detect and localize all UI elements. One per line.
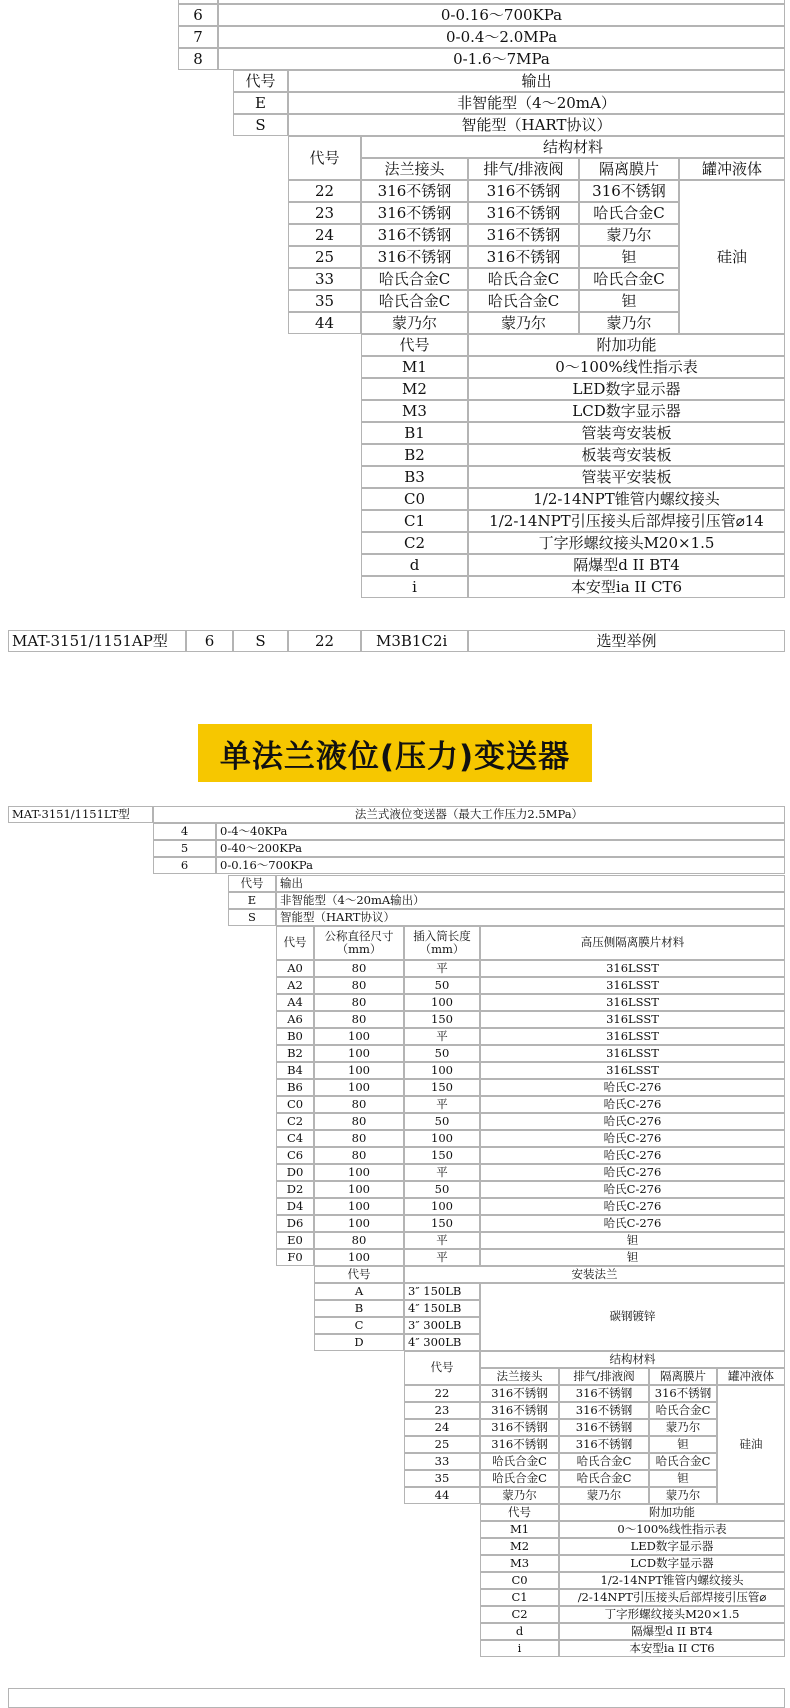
lt-diaphragm-len: 150 [404, 1215, 480, 1232]
material-valve: 哈氏合金C [468, 290, 579, 312]
material-code: 33 [288, 268, 361, 290]
lt-addon-code: i [480, 1640, 559, 1657]
lt-diaphragm-code: B2 [276, 1045, 314, 1062]
lt-material-valve: 316不锈钢 [559, 1436, 649, 1453]
lt-material-code-header: 代号 [404, 1351, 480, 1385]
lt-material-code: 22 [404, 1385, 480, 1402]
material-flange: 哈氏合金C [361, 268, 468, 290]
lt-output-desc: 智能型（HART协议） [276, 909, 785, 926]
lt-diaphragm-mat: 钽 [480, 1232, 785, 1249]
addon-desc: 板装弯安装板 [468, 444, 785, 466]
material-code: 25 [288, 246, 361, 268]
fill-liquid-cell: 硅油 [679, 180, 785, 334]
addon-code: C0 [361, 488, 468, 510]
lt-addon-code: M2 [480, 1538, 559, 1555]
lt-addon-desc: /2-14NPT引压接头后部焊接引压管⌀ [559, 1589, 785, 1606]
cut-row-bottom [8, 1688, 785, 1708]
material-code: 44 [288, 312, 361, 334]
lt-addon-desc: 1/2-14NPT锥管内螺纹接头 [559, 1572, 785, 1589]
lt-material-diaphragm: 哈氏合金C [649, 1453, 717, 1470]
lt-col-len-label: 插入筒长度 [413, 928, 471, 943]
lt-material-code: 24 [404, 1419, 480, 1436]
lt-flange-code: B [314, 1300, 404, 1317]
lt-flange-spec: 4″ 300LB [404, 1334, 480, 1351]
material-col-fill: 罐冲液体 [679, 158, 785, 180]
example-label: 选型举例 [468, 630, 785, 652]
material-valve: 316不锈钢 [468, 246, 579, 268]
material-col-flange: 法兰接头 [361, 158, 468, 180]
material-diaphragm: 哈氏合金C [579, 202, 679, 224]
lt-diaphragm-mat: 哈氏C-276 [480, 1130, 785, 1147]
lt-diaphragm-len: 平 [404, 1232, 480, 1249]
lt-material-valve: 316不锈钢 [559, 1419, 649, 1436]
material-code: 24 [288, 224, 361, 246]
addon-code-header: 代号 [361, 334, 468, 356]
material-diaphragm: 钽 [579, 290, 679, 312]
lt-diaphragm-dn: 80 [314, 1011, 404, 1028]
output-code: E [233, 92, 288, 114]
lt-material-code: 35 [404, 1470, 480, 1487]
lt-diaphragm-mat: 316LSST [480, 1062, 785, 1079]
lt-diaphragm-code: F0 [276, 1249, 314, 1266]
example-material: 22 [288, 630, 361, 652]
material-flange: 316不锈钢 [361, 180, 468, 202]
material-code-header: 代号 [288, 136, 361, 180]
material-diaphragm: 哈氏合金C [579, 268, 679, 290]
lt-material-valve: 蒙乃尔 [559, 1487, 649, 1504]
addon-desc: LCD数字显示器 [468, 400, 785, 422]
output-code-header: 代号 [233, 70, 288, 92]
lt-diaphragm-len: 150 [404, 1079, 480, 1096]
lt-diaphragm-code: C2 [276, 1113, 314, 1130]
material-flange: 哈氏合金C [361, 290, 468, 312]
lt-diaphragm-mat: 哈氏C-276 [480, 1164, 785, 1181]
lt-addon-code: C0 [480, 1572, 559, 1589]
lt-diaphragm-code: C4 [276, 1130, 314, 1147]
lt-diaphragm-code: B4 [276, 1062, 314, 1079]
material-diaphragm: 蒙乃尔 [579, 312, 679, 334]
addon-code: M2 [361, 378, 468, 400]
lt-diaphragm-mat: 哈氏C-276 [480, 1215, 785, 1232]
range-value: 0-1.6～7MPa [218, 48, 785, 70]
lt-material-code: 44 [404, 1487, 480, 1504]
output-desc: 智能型（HART协议） [288, 114, 785, 136]
lt-diaphragm-dn: 100 [314, 1045, 404, 1062]
addon-code: C1 [361, 510, 468, 532]
lt-range-code: 5 [153, 840, 216, 857]
lt-diaphragm-code: D4 [276, 1198, 314, 1215]
output-title: 输出 [288, 70, 785, 92]
lt-diaphragm-code: D2 [276, 1181, 314, 1198]
lt-material-diaphragm: 蒙乃尔 [649, 1487, 717, 1504]
lt-diaphragm-len: 平 [404, 1096, 480, 1113]
lt-material-flange: 哈氏合金C [480, 1470, 559, 1487]
addon-code: B3 [361, 466, 468, 488]
lt-diaphragm-mat: 316LSST [480, 960, 785, 977]
lt-diaphragm-mat: 哈氏C-276 [480, 1181, 785, 1198]
lt-diaphragm-mat: 316LSST [480, 1045, 785, 1062]
lt-addon-desc: 0～100%线性指示表 [559, 1521, 785, 1538]
lt-diaphragm-dn: 100 [314, 1198, 404, 1215]
output-code: S [233, 114, 288, 136]
lt-flange-code: A [314, 1283, 404, 1300]
example-model: MAT-3151/1151AP型 [8, 630, 186, 652]
material-col-valve: 排气/排液阀 [468, 158, 579, 180]
lt-material-diaphragm: 钽 [649, 1436, 717, 1453]
lt-col-dn-unit: （mm） [336, 942, 382, 956]
lt-flange-spec: 3″ 300LB [404, 1317, 480, 1334]
example-options: M3B1C2i [361, 630, 468, 652]
lt-addon-desc: LCD数字显示器 [559, 1555, 785, 1572]
lt-material-valve: 316不锈钢 [559, 1402, 649, 1419]
lt-fill-liquid-cell: 硅油 [717, 1385, 785, 1504]
lt-diaphragm-dn: 100 [314, 1028, 404, 1045]
material-diaphragm: 蒙乃尔 [579, 224, 679, 246]
lt-diaphragm-len: 50 [404, 977, 480, 994]
range-code: 7 [178, 26, 218, 48]
addon-title: 附加功能 [468, 334, 785, 356]
material-code: 35 [288, 290, 361, 312]
lt-output-desc: 非智能型（4～20mA输出） [276, 892, 785, 909]
lt-material-diaphragm: 哈氏合金C [649, 1402, 717, 1419]
lt-diaphragm-code: B6 [276, 1079, 314, 1096]
lt-range-code: 4 [153, 823, 216, 840]
lt-material-valve: 哈氏合金C [559, 1470, 649, 1487]
lt-material-flange: 蒙乃尔 [480, 1487, 559, 1504]
lt-diaphragm-mat: 316LSST [480, 994, 785, 1011]
addon-desc: 0～100%线性指示表 [468, 356, 785, 378]
material-valve: 316不锈钢 [468, 202, 579, 224]
lt-addon-code-header: 代号 [480, 1504, 559, 1521]
addon-desc: 1/2-14NPT引压接头后部焊接引压管⌀14 [468, 510, 785, 532]
lt-diaphragm-len: 50 [404, 1113, 480, 1130]
lt-addon-code: C1 [480, 1589, 559, 1606]
lt-diaphragm-len: 100 [404, 1130, 480, 1147]
lt-diaphragm-len: 150 [404, 1011, 480, 1028]
addon-desc: 丁字形螺纹接头M20×1.5 [468, 532, 785, 554]
lt-flange-spec: 4″ 150LB [404, 1300, 480, 1317]
lt-addon-code: C2 [480, 1606, 559, 1623]
lt-diaphragm-len: 平 [404, 1164, 480, 1181]
material-flange: 316不锈钢 [361, 224, 468, 246]
lt-material-diaphragm: 蒙乃尔 [649, 1419, 717, 1436]
lt-diaphragm-dn: 80 [314, 960, 404, 977]
addon-desc: LED数字显示器 [468, 378, 785, 400]
lt-material-diaphragm: 钽 [649, 1470, 717, 1487]
lt-output-code: E [228, 892, 276, 909]
lt-diaphragm-code-header: 代号 [276, 926, 314, 960]
lt-flange-code: D [314, 1334, 404, 1351]
lt-diaphragm-dn: 80 [314, 1096, 404, 1113]
range-code: 8 [178, 48, 218, 70]
lt-flange-material: 碳钢镀锌 [480, 1283, 785, 1351]
addon-desc: 管装平安装板 [468, 466, 785, 488]
lt-material-flange: 316不锈钢 [480, 1419, 559, 1436]
addon-desc: 管装弯安装板 [468, 422, 785, 444]
lt-col-dn [314, 926, 404, 960]
lt-flange-title: 安装法兰 [404, 1266, 785, 1283]
addon-code: M1 [361, 356, 468, 378]
lt-material-flange: 316不锈钢 [480, 1402, 559, 1419]
section-title-banner: 单法兰液位(压力)变送器 [198, 724, 592, 782]
lt-diaphragm-mat: 316LSST [480, 1028, 785, 1045]
addon-code: i [361, 576, 468, 598]
addon-desc: 隔爆型d II BT4 [468, 554, 785, 576]
range-code: 6 [178, 4, 218, 26]
lt-diaphragm-dn: 80 [314, 1232, 404, 1249]
material-diaphragm: 316不锈钢 [579, 180, 679, 202]
lt-diaphragm-mat: 哈氏C-276 [480, 1079, 785, 1096]
lt-diaphragm-len: 50 [404, 1045, 480, 1062]
lt-diaphragm-code: D6 [276, 1215, 314, 1232]
lt-diaphragm-code: A0 [276, 960, 314, 977]
lt-range-value: 0-4～40KPa [216, 823, 785, 840]
material-valve: 哈氏合金C [468, 268, 579, 290]
addon-code: C2 [361, 532, 468, 554]
material-valve: 蒙乃尔 [468, 312, 579, 334]
lt-diaphragm-dn: 100 [314, 1215, 404, 1232]
lt-diaphragm-dn: 100 [314, 1062, 404, 1079]
lt-diaphragm-dn: 100 [314, 1249, 404, 1266]
lt-col-len [404, 926, 480, 960]
lt-diaphragm-code: C6 [276, 1147, 314, 1164]
example-range: 6 [186, 630, 233, 652]
material-flange: 316不锈钢 [361, 246, 468, 268]
lt-diaphragm-code: E0 [276, 1232, 314, 1249]
material-col-diaphragm: 隔离膜片 [579, 158, 679, 180]
lt-diaphragm-dn: 80 [314, 1113, 404, 1130]
lt-material-flange: 316不锈钢 [480, 1385, 559, 1402]
lt-diaphragm-mat: 哈氏C-276 [480, 1147, 785, 1164]
lt-diaphragm-len: 50 [404, 1181, 480, 1198]
lt-material-flange: 316不锈钢 [480, 1436, 559, 1453]
example-output: S [233, 630, 288, 652]
lt-model: MAT-3151/1151LT型 [8, 806, 153, 823]
lt-diaphragm-len: 平 [404, 1028, 480, 1045]
lt-material-col-valve: 排气/排液阀 [559, 1368, 649, 1385]
output-desc: 非智能型（4～20mA） [288, 92, 785, 114]
lt-col-dn-label: 公称直径尺寸 [324, 928, 394, 943]
lt-diaphragm-dn: 80 [314, 994, 404, 1011]
lt-output-code-header: 代号 [228, 875, 276, 892]
lt-flange-code: C [314, 1317, 404, 1334]
lt-diaphragm-code: B0 [276, 1028, 314, 1045]
addon-desc: 本安型ia II CT6 [468, 576, 785, 598]
lt-addon-code: d [480, 1623, 559, 1640]
lt-addon-desc: 丁字形螺纹接头M20×1.5 [559, 1606, 785, 1623]
lt-diaphragm-code: C0 [276, 1096, 314, 1113]
lt-addon-code: M3 [480, 1555, 559, 1572]
lt-diaphragm-mat: 哈氏C-276 [480, 1096, 785, 1113]
lt-material-valve: 316不锈钢 [559, 1385, 649, 1402]
lt-diaphragm-dn: 80 [314, 1147, 404, 1164]
lt-diaphragm-dn: 100 [314, 1181, 404, 1198]
lt-material-code: 33 [404, 1453, 480, 1470]
lt-diaphragm-len: 平 [404, 960, 480, 977]
material-valve: 316不锈钢 [468, 180, 579, 202]
lt-diaphragm-mat: 哈氏C-276 [480, 1113, 785, 1130]
lt-diaphragm-len: 100 [404, 994, 480, 1011]
lt-diaphragm-mat: 316LSST [480, 977, 785, 994]
lt-addon-desc: LED数字显示器 [559, 1538, 785, 1555]
lt-output-code: S [228, 909, 276, 926]
lt-diaphragm-code: D0 [276, 1164, 314, 1181]
range-value: 0-0.16～700KPa [218, 4, 785, 26]
lt-material-code: 25 [404, 1436, 480, 1453]
lt-range-value: 0-40～200KPa [216, 840, 785, 857]
addon-code: B1 [361, 422, 468, 444]
lt-diaphragm-code: A2 [276, 977, 314, 994]
lt-diaphragm-dn: 80 [314, 977, 404, 994]
addon-code: B2 [361, 444, 468, 466]
lt-material-diaphragm: 316不锈钢 [649, 1385, 717, 1402]
lt-diaphragm-len: 100 [404, 1062, 480, 1079]
lt-addon-desc: 本安型ia II CT6 [559, 1640, 785, 1657]
lt-diaphragm-len: 平 [404, 1249, 480, 1266]
lt-diaphragm-mat: 钽 [480, 1249, 785, 1266]
lt-diaphragm-dn: 100 [314, 1164, 404, 1181]
lt-diaphragm-mat: 哈氏C-276 [480, 1198, 785, 1215]
lt-diaphragm-dn: 80 [314, 1130, 404, 1147]
lt-col-mat: 高压侧隔离膜片材料 [480, 926, 785, 960]
material-code: 23 [288, 202, 361, 224]
lt-diaphragm-len: 150 [404, 1147, 480, 1164]
lt-material-code: 23 [404, 1402, 480, 1419]
material-flange: 316不锈钢 [361, 202, 468, 224]
lt-material-col-fill: 罐冲液体 [717, 1368, 785, 1385]
material-valve: 316不锈钢 [468, 224, 579, 246]
lt-flange-spec: 3″ 150LB [404, 1283, 480, 1300]
lt-diaphragm-dn: 100 [314, 1079, 404, 1096]
range-value: 0-0.4～2.0MPa [218, 26, 785, 48]
lt-diaphragm-code: A4 [276, 994, 314, 1011]
lt-diaphragm-len: 100 [404, 1198, 480, 1215]
lt-output-title: 输出 [276, 875, 785, 892]
material-flange: 蒙乃尔 [361, 312, 468, 334]
material-code: 22 [288, 180, 361, 202]
lt-flange-code-header: 代号 [314, 1266, 404, 1283]
lt-material-title: 结构材料 [480, 1351, 785, 1368]
lt-addon-desc: 隔爆型d II BT4 [559, 1623, 785, 1640]
lt-diaphragm-code: A6 [276, 1011, 314, 1028]
lt-range-code: 6 [153, 857, 216, 874]
addon-desc: 1/2-14NPT锥管内螺纹接头 [468, 488, 785, 510]
lt-material-valve: 哈氏合金C [559, 1453, 649, 1470]
lt-addon-title: 附加功能 [559, 1504, 785, 1521]
lt-title: 法兰式液位变送器（最大工作压力2.5MPa） [153, 806, 785, 823]
lt-addon-code: M1 [480, 1521, 559, 1538]
lt-material-flange: 哈氏合金C [480, 1453, 559, 1470]
lt-col-len-unit: （mm） [419, 942, 465, 956]
lt-diaphragm-mat: 316LSST [480, 1011, 785, 1028]
addon-code: M3 [361, 400, 468, 422]
material-title: 结构材料 [361, 136, 785, 158]
addon-code: d [361, 554, 468, 576]
lt-material-col-flange: 法兰接头 [480, 1368, 559, 1385]
material-diaphragm: 钽 [579, 246, 679, 268]
lt-material-col-diaphragm: 隔离膜片 [649, 1368, 717, 1385]
lt-range-value: 0-0.16～700KPa [216, 857, 785, 874]
